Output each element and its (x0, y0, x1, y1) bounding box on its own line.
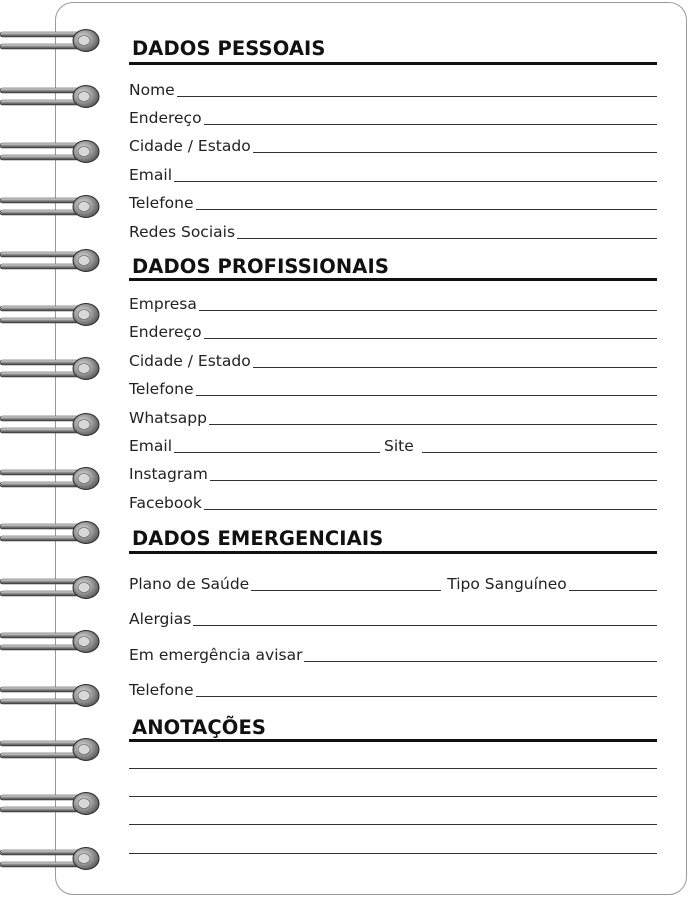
field-cidade-estado-prof[interactable] (129, 349, 657, 371)
note-line[interactable] (129, 853, 657, 854)
spiral-ring-icon (0, 298, 104, 332)
spiral-ring-icon (0, 408, 104, 442)
field-label: Cidade / Estado (129, 137, 251, 155)
field-label-blood-type: Tipo Sanguíneo (447, 575, 567, 593)
spiral-ring-icon (0, 842, 104, 876)
spiral-binding (0, 0, 110, 900)
spiral-ring-icon (0, 244, 104, 278)
section-title-personal: DADOS PESSOAIS (132, 37, 326, 60)
field-label-health-plan: Plano de Saúde (129, 575, 250, 593)
field-label: Endereço (129, 109, 202, 127)
fill-line-site[interactable] (422, 438, 657, 453)
field-telefone-prof[interactable] (129, 377, 657, 399)
field-telefone-emergencia[interactable] (129, 678, 657, 700)
field-instagram[interactable] (129, 462, 657, 484)
form-content (129, 0, 657, 900)
spiral-ring-icon (0, 625, 104, 659)
spiral-ring-icon (0, 787, 104, 821)
spiral-ring-icon (0, 135, 104, 169)
field-label: Facebook (129, 494, 202, 512)
section-divider (129, 62, 657, 65)
section-divider (129, 551, 657, 554)
field-whatsapp[interactable] (129, 406, 657, 428)
field-label: Empresa (129, 295, 197, 313)
field-label: Telefone (129, 681, 194, 699)
section-title-professional: DADOS PROFISSIONAIS (132, 255, 389, 278)
field-nome[interactable] (129, 78, 657, 100)
fill-line[interactable] (174, 167, 657, 182)
fill-line[interactable] (253, 138, 657, 153)
fill-line[interactable] (209, 410, 657, 425)
fill-line[interactable] (199, 296, 657, 311)
fill-line[interactable] (204, 110, 657, 125)
field-label: Telefone (129, 380, 194, 398)
fill-line-blood-type[interactable] (569, 576, 657, 591)
fill-line[interactable] (304, 647, 657, 662)
spiral-ring-icon (0, 80, 104, 114)
field-telefone[interactable] (129, 191, 657, 213)
field-plano-saude-tipo[interactable] (129, 572, 657, 594)
spiral-ring-icon (0, 352, 104, 386)
spiral-ring-icon (0, 190, 104, 224)
section-title-emergency: DADOS EMERGENCIAIS (132, 527, 384, 550)
field-label: Endereço (129, 323, 202, 341)
spiral-ring-icon (0, 571, 104, 605)
fill-line-health-plan[interactable] (251, 576, 441, 591)
section-divider (129, 278, 657, 281)
fill-line[interactable] (237, 224, 657, 239)
field-label-email: Email (129, 437, 173, 455)
field-label: Email (129, 166, 173, 184)
field-label: Instagram (129, 465, 208, 483)
fill-line[interactable] (193, 611, 657, 626)
fill-line[interactable] (204, 324, 657, 339)
spiral-ring-icon (0, 733, 104, 767)
note-line[interactable] (129, 796, 657, 797)
field-emergencia-avisar[interactable] (129, 643, 657, 665)
field-label: Nome (129, 81, 175, 99)
fill-line-email[interactable] (174, 438, 380, 453)
field-email-site[interactable] (129, 434, 657, 456)
field-label: Redes Sociais (129, 223, 236, 241)
spiral-ring-icon (0, 24, 104, 58)
field-cidade-estado[interactable] (129, 134, 657, 156)
field-facebook[interactable] (129, 491, 657, 513)
fill-line[interactable] (196, 195, 657, 210)
spiral-ring-icon (0, 516, 104, 550)
spiral-ring-icon (0, 462, 104, 496)
field-redes-sociais[interactable] (129, 220, 657, 242)
field-endereco-prof[interactable] (129, 320, 657, 342)
field-label: Cidade / Estado (129, 352, 251, 370)
spiral-ring-icon (0, 679, 104, 713)
fill-line[interactable] (204, 495, 657, 510)
fill-line[interactable] (196, 381, 657, 396)
note-line[interactable] (129, 824, 657, 825)
field-label: Whatsapp (129, 409, 207, 427)
fill-line[interactable] (210, 466, 657, 481)
field-alergias[interactable] (129, 607, 657, 629)
field-label: Em emergência avisar (129, 646, 303, 664)
field-label: Telefone (129, 194, 194, 212)
section-title-notes: ANOTAÇÕES (132, 716, 267, 739)
field-endereco[interactable] (129, 106, 657, 128)
fill-line[interactable] (177, 82, 657, 97)
section-divider (129, 739, 657, 742)
fill-line[interactable] (253, 353, 657, 368)
field-label-site: Site (384, 437, 414, 455)
fill-line[interactable] (196, 682, 657, 697)
field-email[interactable] (129, 163, 657, 185)
field-label: Alergias (129, 610, 192, 628)
note-line[interactable] (129, 768, 657, 769)
field-empresa[interactable] (129, 292, 657, 314)
